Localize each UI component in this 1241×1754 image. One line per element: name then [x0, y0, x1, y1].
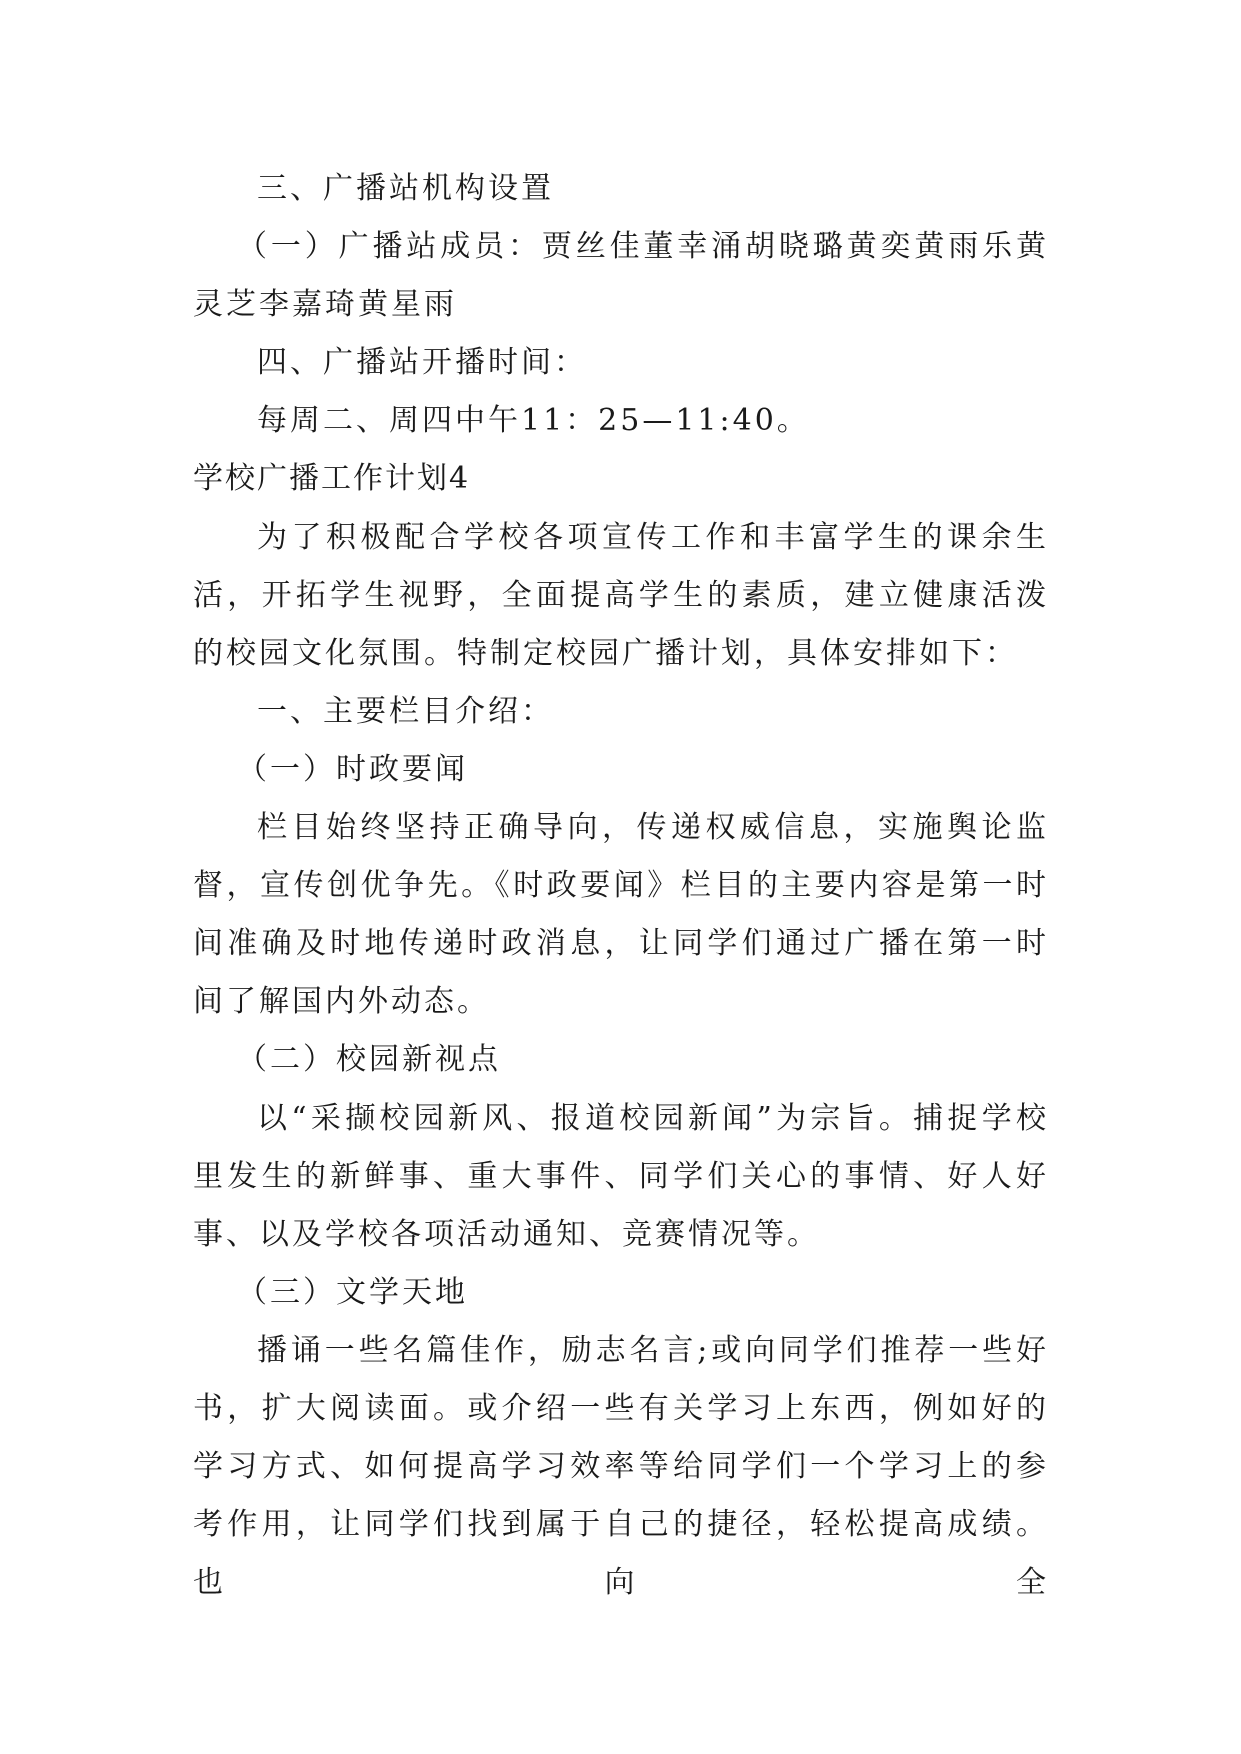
paragraph-plan-intro: 为了积极配合学校各项宣传工作和丰富学生的课余生活，开拓学生视野，全面提高学生的素质，建立健康活泼的校园文化氛围。特制定校园广播计划，具体安排如下： — [193, 519, 1049, 671]
paragraph-campus-view: 以“采撷校园新风、报道校园新闻”为宗旨。捕捉学校里发生的新鲜事、重大事件、同学们关心的事情、好人好事、以及学校各项活动通知、竞赛情况等。 — [193, 1100, 1049, 1252]
paragraph-literature: 播诵一些名篇佳作，励志名言;或向同学们推荐一些好书，扩大阅读面。或介绍一些有关学习上东西，例如好的学习方式、如何提高学习效率等给同学们一个学习上的参考作用，让同学们找到属于自己的捷径，轻松提高成绩。也向全 — [193, 1332, 1049, 1601]
subheading-campus-view: （二）校园新视点 — [237, 1042, 501, 1078]
paragraph-current-affairs: 栏目始终坚持正确导向，传递权威信息，实施舆论监督，宣传创优争先。《时政要闻》栏目的主要内容是第一时间准确及时地传递时政消息，让同学们通过广播在第一时间了解国内外动态。 — [193, 810, 1049, 1020]
subheading-literature: （三）文学天地 — [237, 1274, 468, 1310]
section-heading-broadcast-time: 四、广播站开播时间： — [257, 345, 587, 381]
paragraph-broadcast-members: （一）广播站成员：贾丝佳董幸涌胡晓璐黄奕黄雨乐黄灵芝李嘉琦黄星雨 — [193, 229, 1049, 323]
section-heading-broadcast-structure: 三、广播站机构设置 — [257, 171, 554, 206]
document-title-plan-4: 学校广播工作计划4 — [193, 461, 471, 497]
section-heading-program-intro: 一、主要栏目介绍： — [257, 693, 554, 729]
paragraph-broadcast-time: 每周二、周四中午11：25—11:40。 — [257, 403, 810, 439]
document-body — [193, 160, 1049, 1612]
subheading-current-affairs: （一）时政要闻 — [237, 751, 468, 787]
